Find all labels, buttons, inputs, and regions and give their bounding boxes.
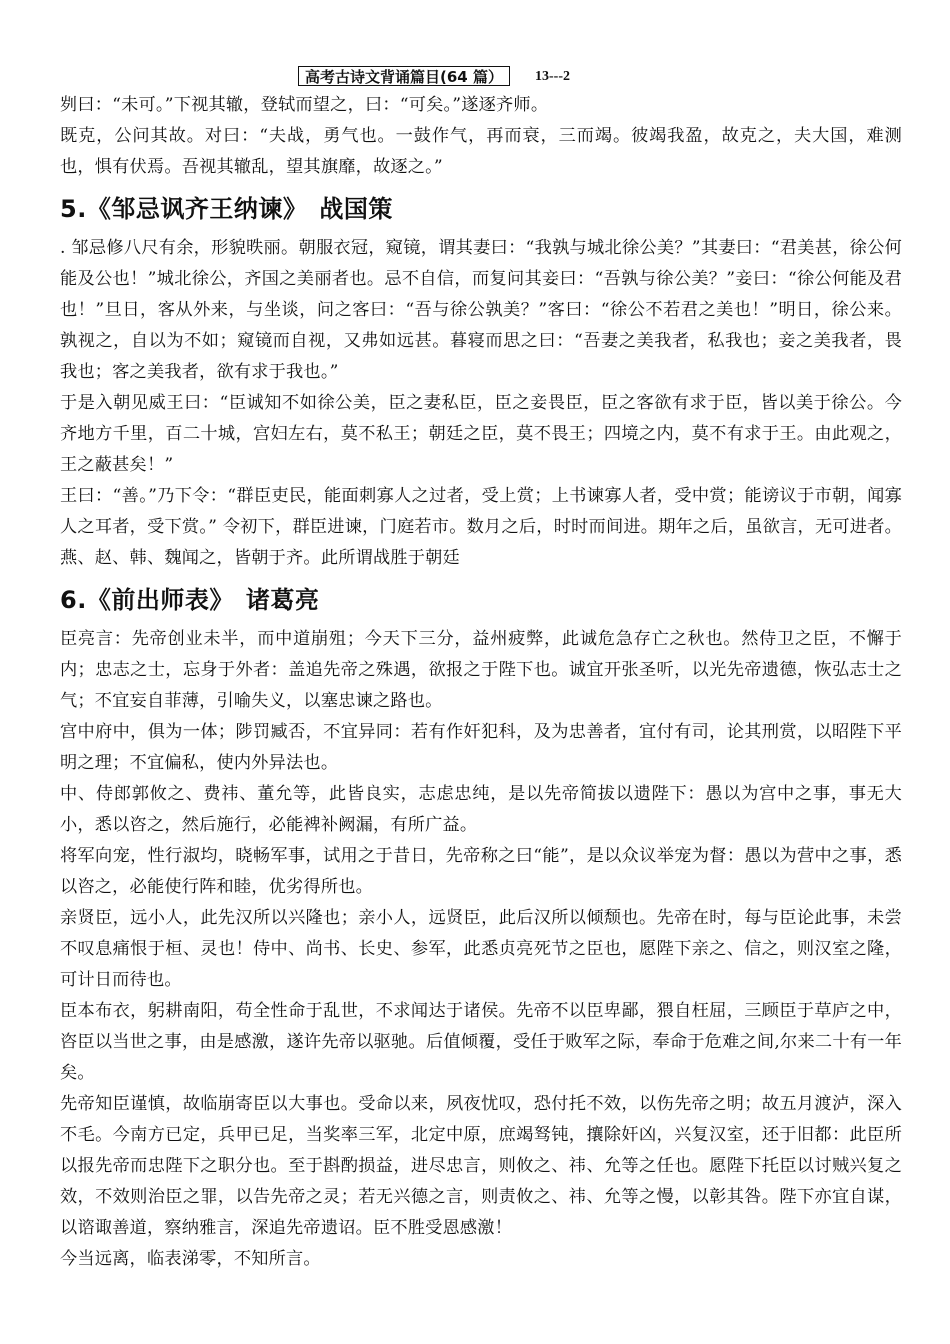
section-heading-5 [60,191,902,227]
paragraph: 今当远离，临表涕零，不知所言。 [60,1249,321,1269]
header-page-number: 13---2 [535,69,570,84]
intro-text [60,90,902,183]
paragraph: 臣本布衣，躬耕南阳，苟全性命于乱世，不求闻达于诸侯。先帝不以臣卑鄙，猥自枉屈，三顾臣于草庐之中，咨臣以当世之事，由是感激，遂许先帝以驱驰。后值倾覆，受任于败军之际，奉命于危难之间,尔来二十有一年矣。 [60,1001,902,1083]
paragraph: 刿曰：“未可。”下视其辙，登轼而望之，曰：“可矣。”遂逐齐师。 [60,95,549,115]
paragraph: 宫中府中，俱为一体；陟罚臧否，不宜异同：若有作奸犯科，及为忠善者，宜付有司，论其刑赏，以昭陛下平明之理；不宜偏私，使内外异法也。 [60,722,902,773]
paragraph: 既克，公问其故。对曰：“夫战，勇气也。一鼓作气，再而衰，三而竭。彼竭我盈，故克之，夫大国，难测也，惧有伏焉。吾视其辙乱，望其旗靡，故逐之。” [60,126,902,177]
section-heading-6 [60,582,902,618]
paragraph: 王曰：“善。”乃下令：“群臣吏民，能面刺寡人之过者，受上赏；上书谏寡人者，受中赏；能谤议于市朝，闻寡人之耳者，受下赏。” 令初下，群臣进谏，门庭若市。数月之后，时时而间进。期年之后，虽欲言，无可进者。燕、赵、韩、魏闻之，皆朝于齐。此所谓战胜于朝廷 [60,486,902,568]
section-author: 诸葛亮 [245,586,320,614]
section-body-6 [60,624,902,1275]
paragraph: 先帝知臣谨慎，故临崩寄臣以大事也。受命以来，夙夜忧叹，恐付托不效，以伤先帝之明；故五月渡泸，深入不毛。今南方已定，兵甲已足，当奖率三军，北定中原，庶竭驽钝，攘除奸凶，兴复汉室，还于旧都：此臣所以报先帝而忠陛下之职分也。至于斟酌损益，进尽忠言，则攸之、祎、允等之任也。愿陛下托臣以讨贼兴复之效，不效则治臣之罪，以告先帝之灵；若无兴德之言，则责攸之、祎、允等之慢，以彰其咎。陛下亦宜自谋，以谘诹善道，察纳雅言，深追先帝遗诏。臣不胜受恩感激！ [60,1094,902,1238]
page-header [60,66,902,90]
paragraph: 臣亮言：先帝创业未半，而中道崩殂；今天下三分，益州疲弊，此诚危急存亡之秋也。然侍卫之臣，不懈于内；忠志之士，忘身于外者：盖追先帝之殊遇，欲报之于陛下也。诚宜开张圣听，以光先帝遗德，恢弘志士之气；不宜妄自菲薄，引喻失义，以塞忠谏之路也。 [60,629,902,711]
paragraph: 于是入朝见威王曰：“臣诚知不如徐公美，臣之妻私臣，臣之妾畏臣，臣之客欲有求于臣，皆以美于徐公。今齐地方千里，百二十城，宫妇左右，莫不私王；朝廷之臣，莫不畏王；四境之内，莫不有求于王。由此观之，王之蔽甚矣！” [60,393,902,475]
header-title: 高考古诗文背诵篇目(64 篇） [298,66,510,86]
document-page [60,66,902,1275]
section-author: 战国策 [319,195,393,223]
paragraph: . 邹忌修八尺有余，形貌昳丽。朝服衣冠，窥镜，谓其妻曰：“我孰与城北徐公美？”其妻曰：“君美甚，徐公何能及公也！”城北徐公，齐国之美丽者也。忌不自信，而复问其妾曰：“吾孰与徐公美？”妾曰：“徐公何能及君也！”旦日，客从外来，与坐谈，问之客曰：“吾与徐公孰美？”客曰：“徐公不若君之美也！”明日，徐公来。孰视之，自以为不如；窥镜而自视，又弗如远甚。暮寝而思之曰：“吾妻之美我者，私我也；妾之美我者，畏我也；客之美我者，欲有求于我也。” [60,238,902,382]
section-title: 6.《前出师表》 [60,586,234,614]
paragraph: 将军向宠，性行淑均，晓畅军事，试用之于昔日，先帝称之曰“能”，是以众议举宠为督：愚以为营中之事，悉以咨之，必能使行阵和睦，优劣得所也。 [60,846,902,897]
paragraph: 亲贤臣，远小人，此先汉所以兴隆也；亲小人，远贤臣，此后汉所以倾颓也。先帝在时，每与臣论此事，未尝不叹息痛恨于桓、灵也！侍中、尚书、长史、参军，此悉贞亮死节之臣也，愿陛下亲之、信之，则汉室之隆，可计日而待也。 [60,908,902,990]
paragraph: 中、侍郎郭攸之、费祎、董允等，此皆良实，志虑忠纯，是以先帝简拔以遗陛下：愚以为宫中之事，事无大小，悉以咨之，然后施行，必能裨补阙漏，有所广益。 [60,784,902,835]
section-title: 5.《邹忌讽齐王纳谏》 [60,195,308,223]
section-body-5 [60,233,902,574]
